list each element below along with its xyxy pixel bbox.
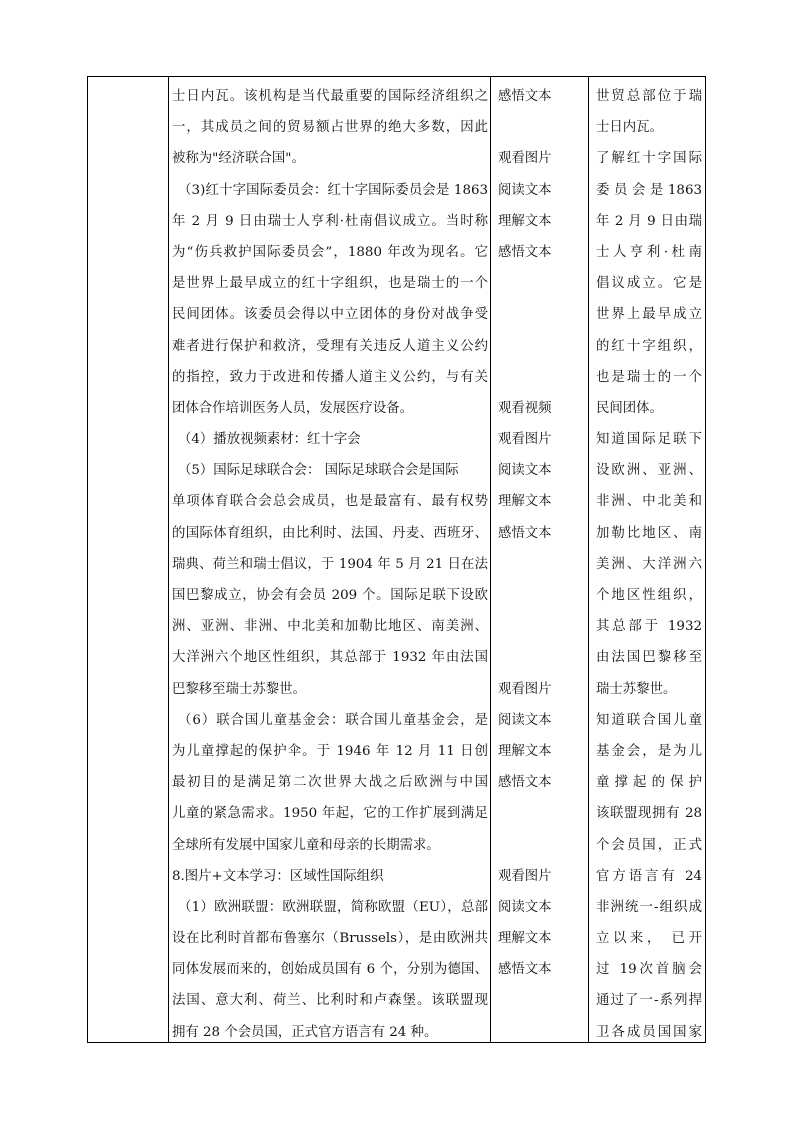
activity-line (498, 611, 584, 642)
activity-line: 观看图片 (498, 868, 552, 884)
goal-line: 年 2 月 9 日由瑞 (596, 213, 702, 229)
goal-line: 非洲、中北美和 (596, 494, 702, 510)
activity-line: 阅读文本 (498, 712, 552, 728)
content-line: 的国际体育组织，由比利时、法国、丹麦、西班牙、 (172, 525, 488, 541)
goal-line: 童撑起的保护 (596, 775, 702, 791)
activity-line (498, 642, 584, 673)
content-line: 士日内瓦。该机构是当代最重要的国际经济组织之 (172, 89, 488, 104)
content-line: 设在比利时首都布鲁塞尔（Brussels），是由欧洲共 (172, 931, 488, 947)
content-line: 团体合作培训医务人员，发展医疗设备。 (172, 400, 414, 416)
content-line: 儿童的紧急需求。1950 年起，它的工作扩展到满足 (172, 806, 488, 822)
activity-line (498, 798, 584, 829)
content-line: 是世界上最早成立的红十字组织，也是瑞士的一个 (172, 276, 488, 292)
content-line: （6）联合国儿童基金会：联合国儿童基金会，是 (178, 712, 488, 728)
content-line: 8.图片+文本学习：区域性国际组织 (172, 868, 384, 884)
goal-line: 知道国际足联下 (596, 432, 702, 448)
content-line: 全球所有发展中国家儿童和母亲的长期需求。 (172, 837, 440, 853)
content-line: 拥有 28 个会员国，正式官方语言有 24 种。 (172, 1024, 438, 1040)
content-line: 同体发展而来的，创始成员国有 6 个，分别为德国、 (172, 962, 488, 978)
goal-line: 非洲统一-组织成 (596, 899, 702, 915)
content-line: （1）欧洲联盟：欧洲联盟，简称欧盟（EU），总部 (178, 899, 488, 915)
goal-line: 加勒比地区、南 (596, 525, 702, 541)
activity-line (498, 331, 584, 362)
activity-line (498, 1017, 584, 1048)
goal-line: 士人亨利·杜南 (596, 244, 702, 260)
goal-line: 了解红十字国际 (596, 151, 702, 167)
activity-line (498, 549, 584, 580)
activity-line: 阅读文本 (498, 182, 552, 198)
content-line: 国巴黎成立，协会有会员 209 个。国际足联下设欧 (172, 588, 488, 603)
activity-line (498, 580, 584, 611)
column-divider (168, 77, 169, 1042)
content-line: 最初目的是满足第二次世界大战之后欧洲与中国 (172, 775, 488, 791)
activity-column (498, 81, 584, 1048)
activity-line: 观看图片 (498, 432, 552, 448)
activity-line: 观看图片 (498, 681, 552, 697)
goal-line: 士日内瓦。 (596, 120, 663, 136)
goal-line: 倡议成立。它是 (596, 276, 702, 292)
activity-line (498, 362, 584, 393)
activity-line: 理解文本 (498, 743, 552, 759)
lesson-table (87, 76, 706, 1043)
activity-line (498, 299, 584, 330)
goal-line: 个会员国，正式 (596, 837, 702, 853)
goal-line: 立以来， 已开 (596, 931, 702, 947)
goal-line: 通过了一-系列捍 (596, 993, 702, 1009)
activity-line: 感悟文本 (498, 962, 552, 978)
goal-line: 美洲、大洋洲六 (596, 556, 702, 572)
activity-line: 感悟文本 (498, 525, 552, 541)
content-line: 法国、意大利、荷兰、比利时和卢森堡。该联盟现 (172, 993, 488, 1009)
content-line: 洲、亚洲、非洲、中北美和加勒比地区、南美洲、 (172, 619, 488, 635)
goal-line: 官方语言有 24 (596, 868, 702, 884)
content-line: 年 2 月 9 日由瑞士人亨利·杜南倡议成立。当时称 (172, 213, 488, 229)
activity-line (498, 985, 584, 1016)
content-line: 难者进行保护和救济，受理有关违反人道主义公约 (172, 338, 488, 354)
activity-line: 理解文本 (498, 494, 552, 510)
content-line: 为“伤兵救护国际委员会”，1880 年改为现名。它 (172, 244, 488, 260)
goal-line: 委 员 会 是 1863 (596, 182, 702, 198)
activity-line (498, 830, 584, 861)
activity-line: 感悟文本 (498, 775, 552, 791)
goal-column (596, 81, 702, 1048)
content-line: 瑞典、荷兰和瑞士倡议，于 1904 年 5 月 21 日在法 (172, 556, 488, 572)
content-line: 的指控，致力于改进和传播人道主义公约，与有关 (172, 369, 488, 385)
content-line: （5）国际足球联合会： 国际足球联合会是国际 (178, 463, 459, 479)
content-line: 一，其成员之间的贸易额占世界的绝大多数，因此 (172, 120, 488, 136)
content-line: 单项体育联合会总会成员，也是最富有、最有权势 (172, 494, 488, 510)
goal-line: 过 19次首脑会 (596, 962, 702, 978)
activity-line: 理解文本 (498, 213, 552, 229)
content-line: 巴黎移至瑞士苏黎世。 (172, 681, 306, 697)
goal-line: 瑞士苏黎世。 (596, 681, 677, 697)
activity-line: 感悟文本 (498, 89, 552, 104)
goal-line: 民间团体。 (596, 400, 663, 416)
content-line: （3)红十字国际委员会：红十字国际委员会是 1863 (178, 182, 488, 198)
content-column (172, 81, 488, 1048)
goal-line: 个地区性组织， (596, 588, 702, 603)
activity-line (498, 268, 584, 299)
goal-line: 由法国巴黎移至 (596, 650, 702, 666)
goal-line: 设欧洲、亚洲、 (596, 463, 702, 479)
goal-line: 知道联合国儿童 (596, 712, 702, 728)
activity-line: 阅读文本 (498, 899, 552, 915)
content-line: 为儿童撑起的保护伞。于 1946 年 12 月 11 日创 (172, 743, 488, 759)
content-line: （4）播放视频素材：红十字会 (178, 432, 361, 448)
content-line: 民间团体。该委员会得以中立团体的身份对战争受 (172, 307, 488, 323)
goal-line: 世贸总部位于瑞 (596, 89, 702, 104)
activity-line: 感悟文本 (498, 244, 552, 260)
column-divider (490, 77, 491, 1042)
goal-line: 基金会，是为儿 (596, 743, 702, 759)
goal-line: 该联盟现拥有 28 (596, 806, 702, 822)
activity-line: 观看视频 (498, 400, 552, 416)
activity-line: 观看图片 (498, 151, 552, 167)
activity-line: 阅读文本 (498, 463, 552, 479)
goal-line: 的红十字组织， (596, 338, 702, 354)
activity-line (498, 112, 584, 143)
content-line: 被称为"经济联合国"。 (172, 151, 305, 167)
column-divider (588, 77, 589, 1042)
activity-line: 理解文本 (498, 931, 552, 947)
goal-line: 卫各成员国国家 (596, 1024, 702, 1040)
goal-line: 其总部于 1932 (596, 619, 702, 635)
goal-line: 世界上最早成立 (596, 307, 702, 323)
goal-line: 也是瑞士的一个 (596, 369, 702, 385)
content-line: 大洋洲六个地区性组织，其总部于 1932 年由法国 (172, 650, 488, 666)
